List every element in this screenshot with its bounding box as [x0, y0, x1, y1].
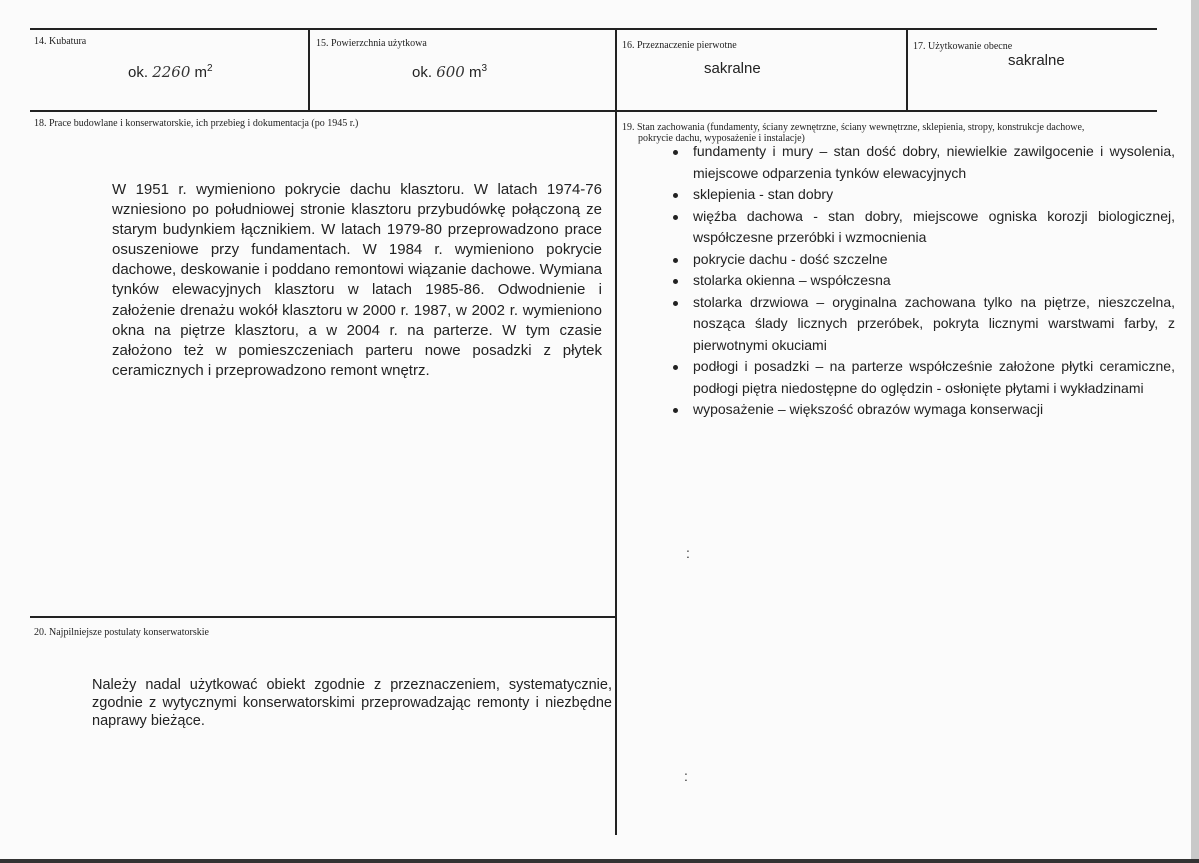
section20-top-rule — [30, 616, 616, 618]
divider-16-17 — [906, 28, 908, 111]
divider-14-15 — [308, 28, 310, 111]
field17-label: 17. Użytkowanie obecne — [913, 41, 1013, 52]
field15-unit: m — [469, 64, 482, 81]
header-bottom-rule — [30, 110, 1157, 112]
field19-label-line2: pokrycie dachu, wyposażenie i instalacje) — [638, 133, 805, 144]
field16-label: 16. Przeznaczenie pierwotne — [622, 40, 737, 51]
field15-prefix: ok. — [412, 64, 433, 81]
field14-prefix: ok. — [128, 64, 149, 81]
field14-label: 14. Kubatura — [34, 36, 87, 47]
field15-exponent: 3 — [481, 63, 488, 74]
field19-label-line1: 19. Stan zachowania (fundamenty, ściany zewnętrzne, ściany wewnętrzne, sklepienia, stropy, konstrukcje dachowe, — [622, 122, 1085, 133]
field15-label: 15. Powierzchnia użytkowa — [316, 38, 427, 49]
field14-value — [128, 63, 213, 81]
condition-item: więźba dachowa - stan dobry, miejscowe ogniska korozji biologicznej, współczesne przeróbki i wzmocnienia — [671, 206, 1175, 249]
condition-item: stolarka okienna – współczesna — [671, 270, 1175, 292]
condition-item: sklepienia - stan dobry — [671, 184, 1175, 206]
condition-item: podłogi i posadzki – na parterze współcześnie założone płytki ceramiczne, podłogi piętra niedostępne do oględzin - osłonięte płytami i wykładzinami — [671, 356, 1175, 399]
divider-15-16 — [615, 28, 617, 835]
field14-number: 2260 — [152, 63, 191, 81]
field16-value: sakralne — [704, 60, 761, 77]
condition-item: fundamenty i mury – stan dość dobry, niewielkie zawilgocenie i wysolenia, miejscowe odparzenia tynków elewacyjnych — [671, 141, 1175, 184]
field15-value — [412, 63, 487, 81]
field15-number: 600 — [436, 63, 465, 81]
condition-list — [671, 141, 1175, 421]
field14-unit: m — [194, 64, 208, 81]
field14-exponent: 2 — [207, 63, 213, 74]
scan-edge — [1191, 0, 1199, 863]
field20-label: 20. Najpilniejsze postulaty konserwatorskie — [34, 627, 209, 638]
field17-value: sakralne — [1008, 52, 1065, 69]
condition-item: stolarka drzwiowa – oryginalna zachowana tylko na piętrze, nieszczelna, nosząca ślady licznych przeróbek, pokryta licznymi warstwami farby, z pierwotnymi okuciami — [671, 292, 1175, 357]
condition-item: wyposażenie – większość obrazów wymaga konserwacji — [671, 399, 1175, 421]
field18-text: W 1951 r. wymieniono pokrycie dachu klasztoru. W latach 1974-76 wzniesiono po południowej stronie klasztoru przybudówkę połączoną ze starym budynkiem łącznikiem. W latach 1979-80 przeprowadzono prace osuszeniowe przy fundamentach. W 1984 r. wymieniono pokrycie dachowe, deskowanie i poddano remontowi wiązanie dachowe. Wymiana tynków elewacyjnych klasztoru w latach 1985-86. Odwodnienie i założenie drenażu wokół klasztoru w 2000 r. 1987, w 2002 r. wymieniono okna na piętrze klasztoru, a w 2004 r. na parterze. W tym czasie założono też w pomieszczeniach parteru nowe posadzki z płytek ceramicznych i przeprowadzono remont wnętrz. — [112, 181, 602, 379]
top-rule — [30, 28, 1157, 30]
colon-mark-2: : — [684, 768, 688, 784]
scan-bottom-edge — [0, 859, 1199, 863]
colon-mark-1: : — [686, 545, 690, 561]
field20-text: Należy nadal użytkować obiekt zgodnie z przeznaczeniem, systematycznie, zgodnie z wytycznymi konserwatorskimi przeprowadzając remonty i niezbędne naprawy bieżące. — [92, 677, 612, 729]
field18-label: 18. Prace budowlane i konserwatorskie, ich przebieg i dokumentacja (po 1945 r.) — [34, 118, 359, 129]
condition-item: pokrycie dachu - dość szczelne — [671, 249, 1175, 271]
